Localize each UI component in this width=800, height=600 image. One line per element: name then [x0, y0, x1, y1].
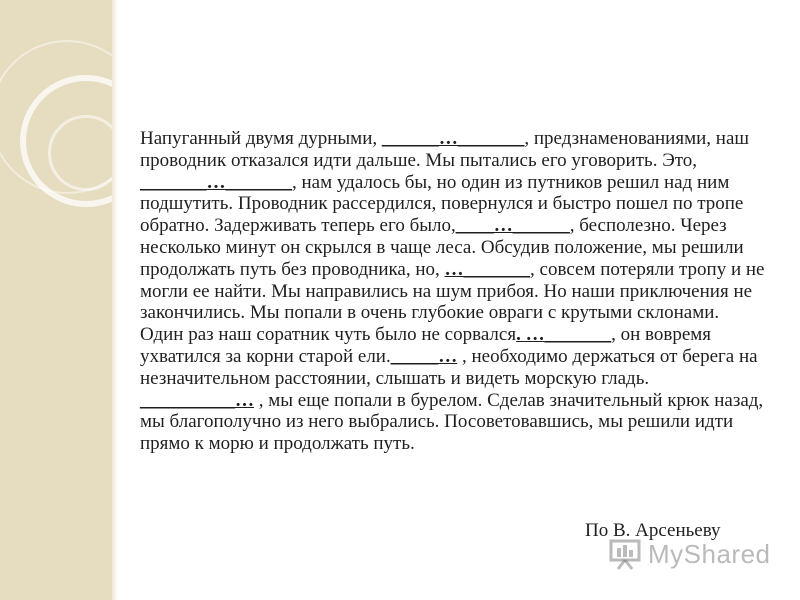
text-segment: , предзнаменованиями, наш проводник отказался идти дальше. Мы пытались его уговорить. Это,: [140, 128, 750, 171]
text-segment: Напуганный двумя дурными,: [140, 128, 382, 149]
presentation-board-icon: [608, 537, 642, 571]
gap-blank: ____…______: [455, 215, 570, 237]
author-attribution: По В. Арсеньеву: [585, 520, 721, 541]
decorative-side-band: [0, 0, 112, 600]
text-segment: , бесполезно. Через несколько минут он скрылся в чаще леса. Обсудив положение, мы решили продолжать путь без проводника, но,: [140, 215, 744, 280]
gap-blank: _______…_______: [140, 171, 292, 193]
text-segment: , он вовремя ухватился за корни старой ели.: [140, 324, 712, 367]
gap-blank: __________…: [140, 389, 254, 411]
text-segment: , мы еще попали в бурелом. Сделав значительный крюк назад, мы благополучно из него выбрались. Посоветовавшись, мы решили идти прямо к морю и продолжать путь.: [140, 389, 764, 455]
watermark: [608, 534, 771, 574]
exercise-paragraph: [140, 128, 765, 455]
band-edge: [112, 0, 118, 600]
gap-blank: . …_______: [516, 324, 612, 346]
watermark-text: MyShared: [648, 538, 771, 569]
text-segment: , нам удалось бы, но один из путников решил над ним подшутить. Проводник рассердился, повернулся и быстро пошел по тропе обратно. Задерживать теперь его было,: [140, 171, 744, 237]
exercise-text: [140, 128, 765, 455]
gap-blank: _____…: [390, 345, 458, 367]
text-segment: , необходимо держаться от берега на незначительном расстоянии, слышать и видеть морскую гладь.: [140, 345, 758, 389]
gap-blank: ______…_______: [381, 128, 525, 149]
text-segment: , совсем потеряли тропу и не могли ее найти. Мы направились на шум прибоя. Но наши приключения не закончились. Мы попали в очень глубокие овраги с крутыми склонами. Один раз наш соратник чуть было не сорвался: [140, 258, 765, 346]
gap-blank: …_______: [444, 258, 531, 280]
